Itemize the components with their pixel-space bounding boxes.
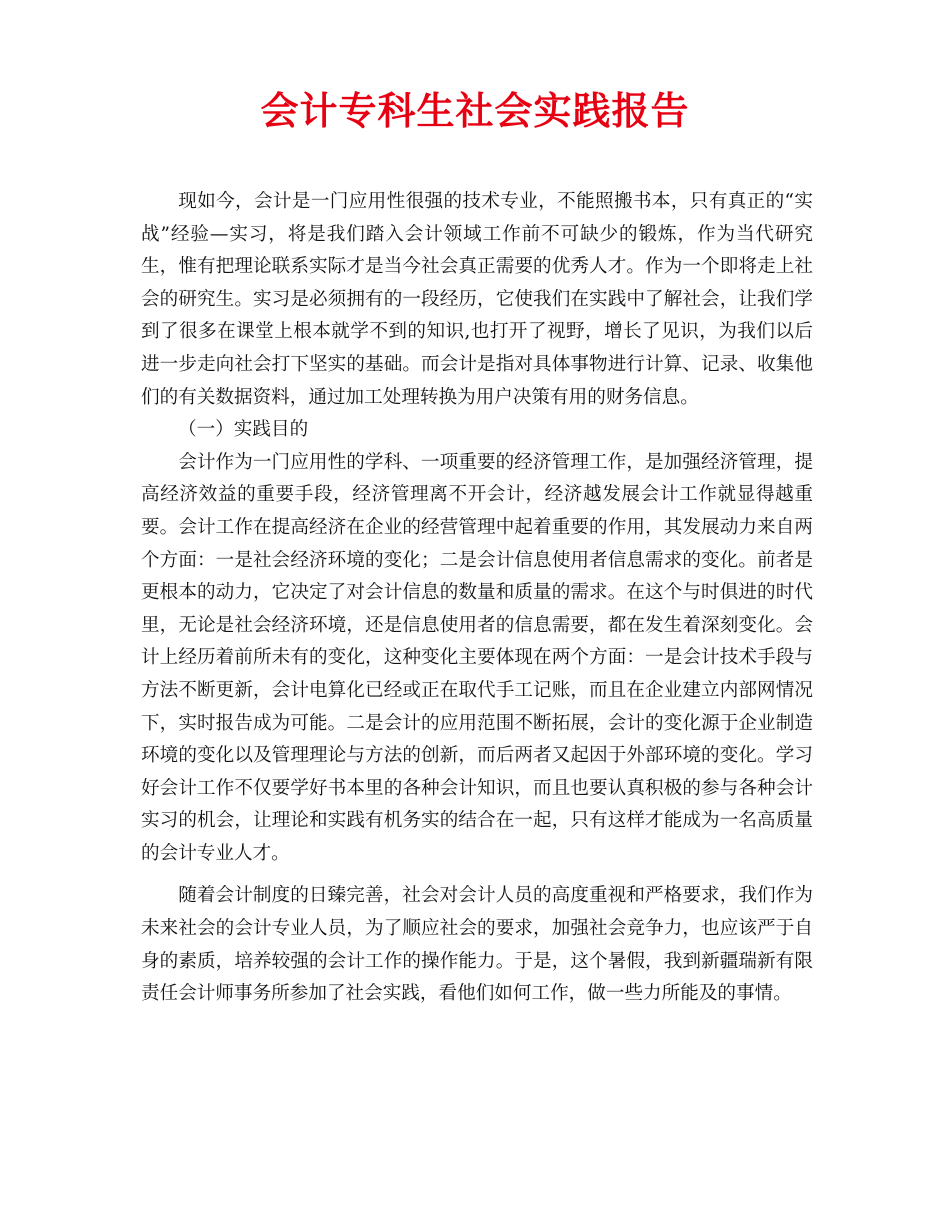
document-title: 会计专科生社会实践报告 — [260, 88, 690, 133]
paragraph-purpose: 会计作为一门应用性的学科、一项重要的经济管理工作，是加强经济管理，提高经济效益的重要手段，经济管理离不开会计，经济越发展会计工作就显得越重要。会计工作在提高经济在企业的经营管理中起着重要的作用，其发展动力来自两个方面：一是社会经济环境的变化；二是会计信息使用者信息需求的变化。前者是更根本的动力，它决定了对会计信息的数量和质量的需求。在这个与时俱进的时代里，无论是社会经济环境，还是信息使用者的信息需要，都在发生着深刻变化。会计上经历着前所未有的变化，这种变化主要体现在两个方面：一是会计技术手段与方法不断更新，会计电算化已经或正在取代手工记账，而且在企业建立内部网情况下，实时报告成为可能。二是会计的应用范围不断拓展，会计的变化源于企业制造环境的变化以及管理理论与方法的创新，而后两者又起因于外部环境的变化。学习好会计工作不仅要学好书本里的各种会计知识，而且也要认真积极的参与各种会计实习的机会，让理论和实践有机务实的结合在一起，只有这样才能成为一名高质量的会计专业人才。 — [141, 451, 813, 864]
document-body — [141, 186, 813, 1011]
section-heading-purpose: （一）实践目的 — [178, 419, 309, 441]
paragraph-intro: 现如今，会计是一门应用性很强的技术专业，不能照搬书本，只有真正的“实战”经验—实习，将是我们踏入会计领域工作前不可缺少的锻炼，作为当代研究生，惟有把理论联系实际才是当今社会真正需要的优秀人才。作为一个即将走上社会的研究生。实习是必须拥有的一段经历，它使我们在实践中了解社会，让我们学到了很多在课堂上根本就学不到的知识,也打开了视野，增长了见识，为我们以后进一步走向社会打下坚实的基础。而会计是指对具体事物进行计算、记录、收集他们的有关数据资料，通过加工处理转换为用户决策有用的财务信息。 — [141, 191, 813, 408]
paragraph-practice: 随着会计制度的日臻完善，社会对会计人员的高度重视和严格要求，我们作为未来社会的会计专业人员，为了顺应社会的要求，加强社会竞争力，也应该严于自身的素质，培养较强的会计工作的操作能力。于是，这个暑假，我到新疆瑞新有限责任会计师事务所参加了社会实践，看他们如何工作，做一些力所能及的事情。 — [141, 885, 813, 1005]
